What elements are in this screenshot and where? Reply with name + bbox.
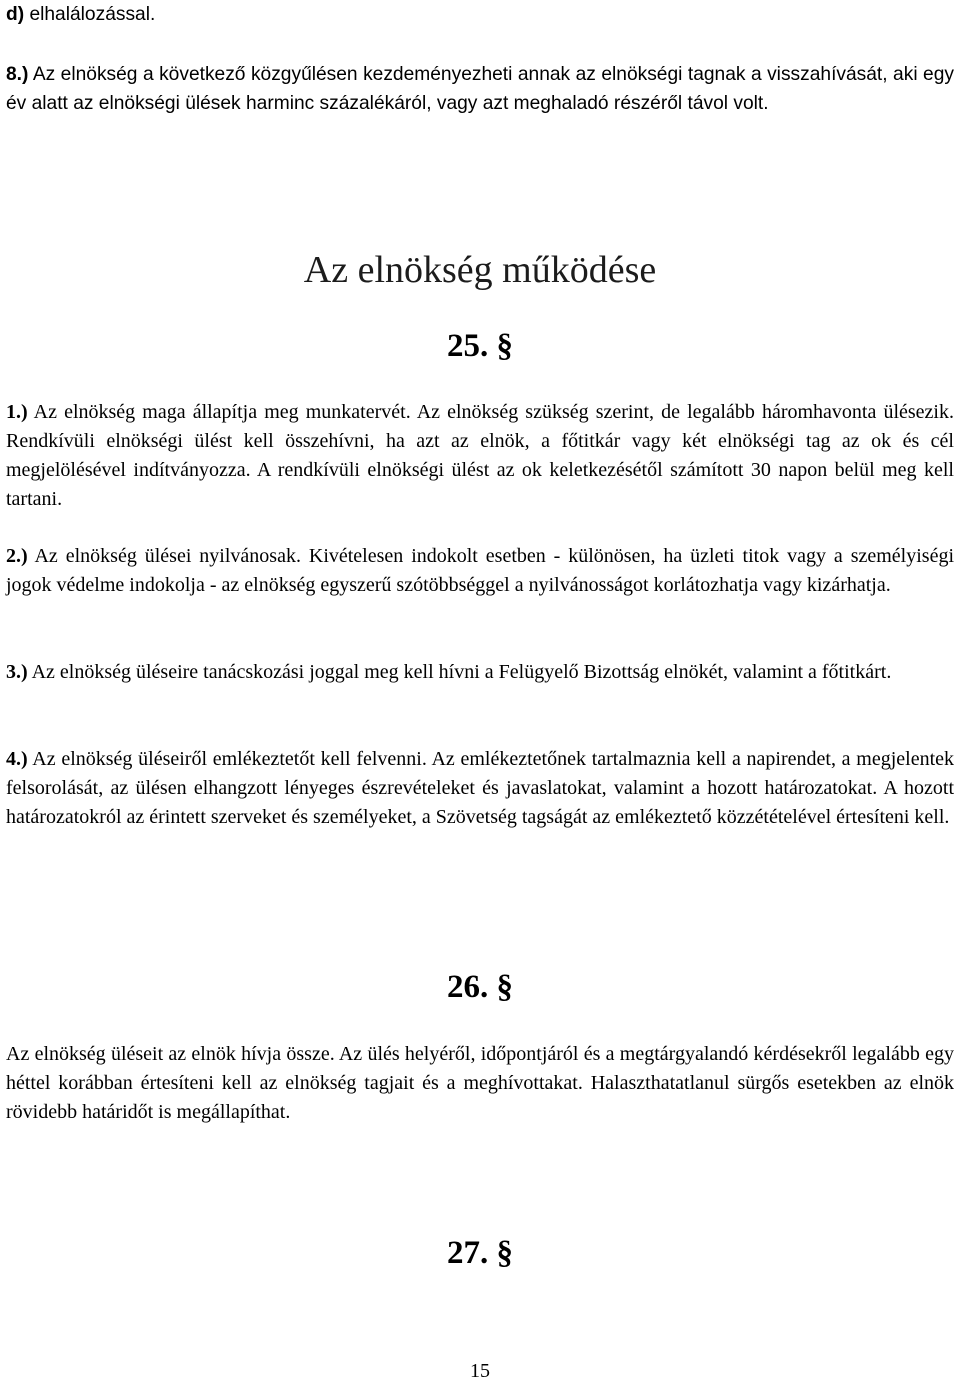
paragraph-25-2 — [6, 542, 954, 600]
paragraph-sign-icon: § — [496, 328, 513, 364]
paragraph-26-text: Az elnökség üléseit az elnök hívja össze. Az ülés helyéről, időpontjáról és a megtárgyalandó kérdésekről legalább egy héttel korábban értesíteni kell az elnökség tagjait és a meghívottakat. Halaszthatatlanul sürgős esetekben az elnök rövidebb határidőt is megállapíthat. — [6, 1043, 954, 1123]
section-number-27: 27. — [447, 1235, 489, 1271]
paragraph-25-2-marker: 2.) — [6, 545, 28, 567]
paragraph-25-1-marker: 1.) — [6, 401, 28, 423]
paragraph-25-3 — [6, 658, 954, 687]
paragraph-25-1 — [6, 398, 954, 514]
list-marker-d: d) — [6, 4, 25, 25]
section-heading-25 — [0, 325, 960, 367]
paragraph-25-3-text: Az elnökség üléseire tanácskozási joggal meg kell hívni a Felügyelő Bizottság elnökét, valamint a főtitkárt. — [27, 661, 892, 683]
paragraph-25-2-text: Az elnökség ülései nyilvánosak. Kivételesen indokolt esetben - különösen, ha üzleti titok vagy a személyiségi jogok védelme indokolja - az elnökség egyszerű szótöbbséggel a nyilvánosságot korlátozhatja vagy kizárhatja. — [6, 545, 954, 596]
paragraph-25-3-marker: 3.) — [6, 661, 28, 683]
list-text-d: elhalálozással. — [24, 4, 156, 25]
section-number-26: 26. — [447, 969, 489, 1005]
page-number: 15 — [470, 1360, 490, 1382]
paragraph-25-4 — [6, 745, 954, 832]
paragraph-26 — [6, 1040, 954, 1127]
paragraph-25-4-text: Az elnökség üléseiről emlékeztetőt kell felvenni. Az emlékeztetőnek tartalmaznia kell a napirendet, a megjelentek felsorolását, az ülésen elhangzott lényeges észrevételeket és javaslatokat, valamint a hozott határozatokat. A hozott határozatokról az érintett szerveket és személyeket, a Szövetség tagságát az emlékeztető közzétételével értesíteni kell. — [6, 748, 954, 828]
list-item-d — [6, 0, 954, 29]
section-heading-27 — [0, 1232, 960, 1274]
paragraph-sign-icon: § — [496, 1235, 513, 1271]
paragraph-25-4-marker: 4.) — [6, 748, 28, 770]
section-number-25: 25. — [447, 328, 489, 364]
section-heading-26 — [0, 966, 960, 1008]
paragraph-8-text: Az elnökség a következő közgyűlésen kezdeményezheti annak az elnökségi tagnak a visszahívását, aki egy év alatt az elnökségi ülések harminc százalékáról, vagy azt meghaladó részéről távol volt. — [6, 64, 954, 114]
section-title: Az elnökség működése — [303, 249, 657, 291]
paragraph-8 — [6, 60, 954, 118]
paragraph-25-1-text: Az elnökség maga állapítja meg munkatervét. Az elnökség szükség szerint, de legalább háromhavonta ülésezik. Rendkívüli elnökségi ülést kell összehívni, ha azt az elnök, a főtitkár vagy két elnökségi tag az ok és cél megjelölésével indítványozza. A rendkívüli elnökségi ülést az ok keletkezésétől számított 30 napon belül meg kell tartani. — [6, 401, 954, 510]
paragraph-sign-icon: § — [496, 969, 513, 1005]
paragraph-8-marker: 8.) — [6, 64, 29, 85]
